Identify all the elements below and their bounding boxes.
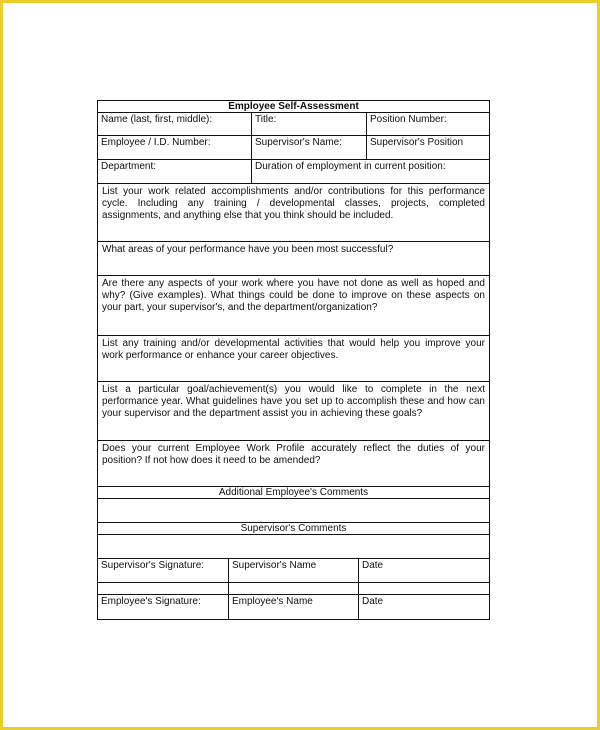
supervisor-comments-row [98,535,489,559]
department-row [98,160,489,184]
supervisor-comments-label: Supervisor's Comments [240,523,347,534]
work-profile-row [98,441,489,487]
employee-signature-field[interactable]: Employee's Signature: [101,596,201,607]
spacer-cell [98,583,228,594]
signature-spacer-row [98,583,489,595]
department-field[interactable]: Department: [101,161,157,172]
goals-question[interactable]: List a particular goal/achievement(s) you would like to complete in the next performance year. What guidelines have you set up to accomplish these and how can your supervisor and the department assist you in achieving these goals? [102,384,485,419]
employee-id-field[interactable]: Employee / I.D. Number: [101,137,211,148]
supervisor-name-signature-field[interactable]: Supervisor's Name [228,559,358,582]
accomplishments-question[interactable]: List your work related accomplishments and/or contributions for this performance cycle. Including any training / developmental classes, projects, completed assignments, and anything else that you think should be included. [102,186,485,221]
success-row [98,242,489,276]
training-question[interactable]: List any training and/or developmental activities that would help you improve your work performance or enhance your career objectives. [102,338,485,361]
spacer-cell [228,583,358,594]
supervisor-date-field[interactable]: Date [358,559,489,582]
employee-signature-row [98,595,489,619]
success-question[interactable]: What areas of your performance have you been most successful? [102,244,394,255]
supervisor-name-field[interactable]: Supervisor's Name: [251,136,366,159]
additional-comments-header-row [98,487,489,499]
improvement-question[interactable]: Are there any aspects of your work where you have not done as well as hoped and why? (Give examples). What things could be done to improve on these aspects on your part, your supervisor's, and the department/organization? [102,278,485,313]
additional-comments-label: Additional Employee's Comments [218,487,369,498]
name-row [98,113,489,136]
spacer-cell [358,583,489,594]
accomplishments-row [98,184,489,242]
supervisor-comments-header-row [98,523,489,535]
improvement-row [98,276,489,336]
duration-field[interactable]: Duration of employment in current position: [251,160,489,183]
name-field[interactable]: Name (last, first, middle): [101,114,213,125]
form-title: Employee Self-Assessment [228,101,359,112]
training-row [98,336,489,382]
goals-row [98,382,489,441]
title-field[interactable]: Title: [251,113,366,135]
additional-comments-row [98,499,489,523]
employee-date-field[interactable]: Date [358,595,489,619]
additional-comments-field[interactable] [98,499,489,522]
work-profile-question[interactable]: Does your current Employee Work Profile accurately reflect the duties of your position? If not how does it need to be amended? [102,443,485,466]
supervisor-signature-row [98,559,489,583]
supervisor-comments-field[interactable] [98,535,489,558]
supervisor-position-field[interactable]: Supervisor's Position [366,136,489,159]
employee-id-row [98,136,489,160]
form-title-row [98,101,489,113]
self-assessment-form [97,100,490,620]
position-number-field[interactable]: Position Number: [366,113,489,135]
employee-name-signature-field[interactable]: Employee's Name [228,595,358,619]
supervisor-signature-field[interactable]: Supervisor's Signature: [101,560,205,571]
